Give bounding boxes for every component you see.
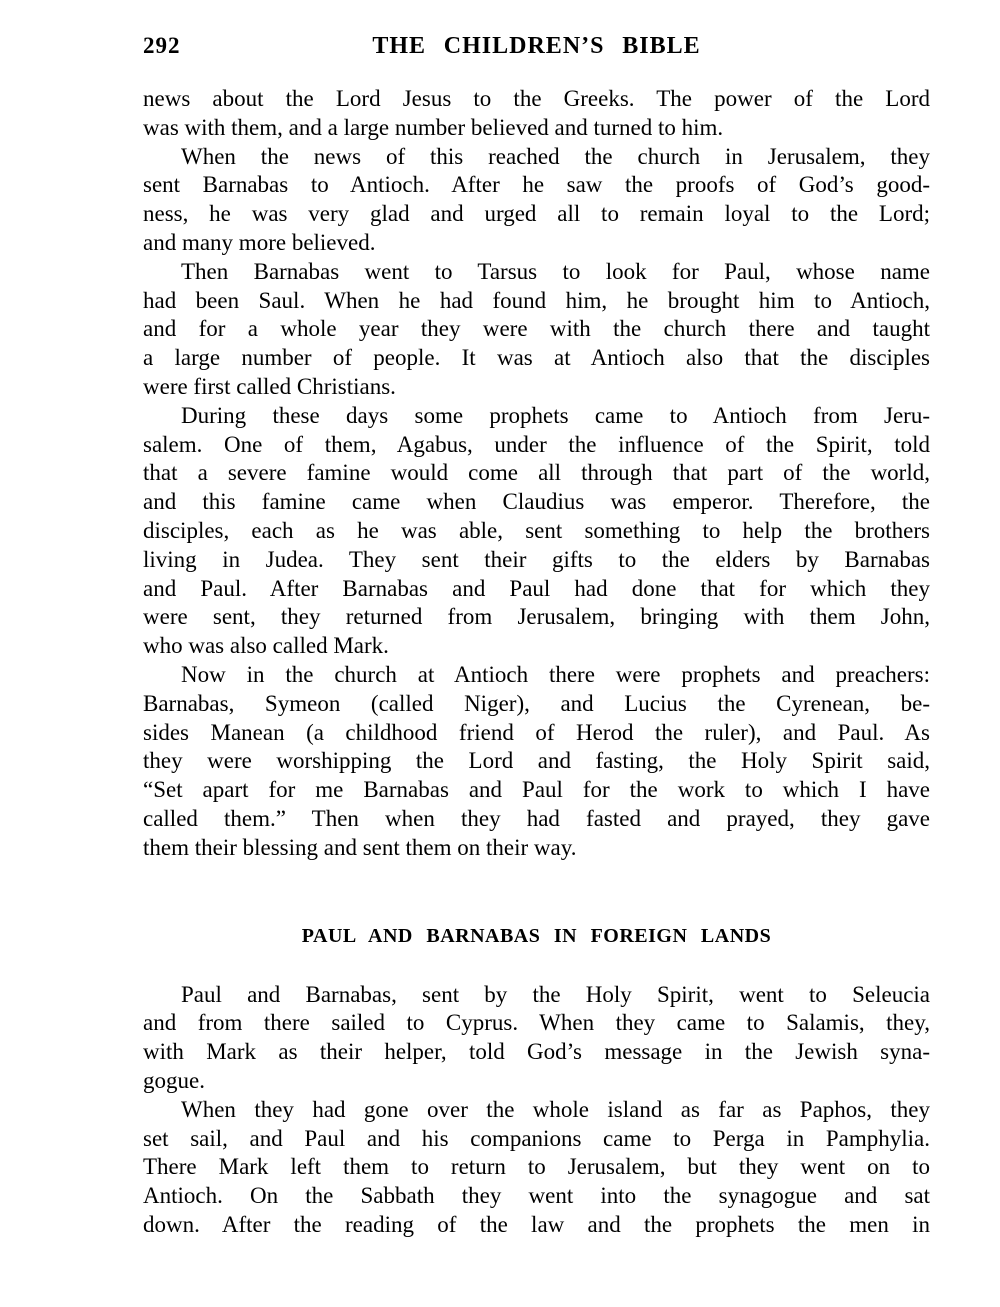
paragraph — [143, 981, 930, 1096]
paragraph — [143, 402, 930, 661]
text-line: who was also called Mark. — [143, 633, 389, 659]
text-line: sides Manean (a childhood friend of Herod the ruler), and Paul. As — [143, 719, 930, 745]
text-line: During these days some prophets came to Antioch from Jeru- — [181, 402, 930, 428]
text-line: that a severe famine would come all through that part of the world, — [143, 460, 930, 486]
text-line: and Paul. After Barnabas and Paul had done that for which they — [143, 575, 930, 601]
text-line: Antioch. On the Sabbath they went into the synagogue and sat — [143, 1183, 930, 1209]
text-line: sent Barnabas to Antioch. After he saw the proofs of God’s good- — [143, 172, 930, 198]
paragraph — [143, 258, 930, 402]
text-line: were first called Christians. — [143, 373, 396, 399]
section-heading: PAUL AND BARNABAS IN FOREIGN LANDS — [301, 924, 772, 947]
text-line: and this famine came when Claudius was emperor. Therefore, the — [143, 489, 930, 515]
text-line: down. After the reading of the law and the prophets the men in — [143, 1211, 930, 1237]
text-line: When they had gone over the whole island as far as Paphos, they — [181, 1096, 930, 1122]
text-line: and many more believed. — [143, 229, 376, 255]
text-line: disciples, each as he was able, sent something to help the brothers — [143, 517, 930, 543]
text-line: called them.” Then when they had fasted and prayed, they gave — [143, 805, 930, 831]
paragraph — [143, 143, 930, 258]
text-line: Now in the church at Antioch there were prophets and preachers: — [181, 661, 930, 687]
text-line: “Set apart for me Barnabas and Paul for the work to which I have — [143, 777, 930, 803]
text-line: them their blessing and sent them on their way. — [143, 834, 577, 860]
page-body — [143, 85, 930, 1240]
text-line: was with them, and a large number believed and turned to him. — [143, 114, 724, 140]
text-line: had been Saul. When he had found him, he brought him to Antioch, — [143, 287, 930, 313]
text-line: a large number of people. It was at Antioch also that the disciples — [143, 345, 930, 371]
text-line: ness, he was very glad and urged all to remain loyal to the Lord; — [143, 201, 930, 227]
text-line: with Mark as their helper, told God’s message in the Jewish syna- — [143, 1039, 930, 1065]
text-line: living in Judea. They sent their gifts to the elders by Barnabas — [143, 546, 930, 572]
page-number: 292 — [143, 33, 181, 58]
paragraph — [143, 1096, 930, 1240]
text-line: Then Barnabas went to Tarsus to look for Paul, whose name — [181, 258, 930, 284]
page-header — [143, 33, 930, 59]
paragraph — [143, 85, 930, 143]
text-line: set sail, and Paul and his companions came to Perga in Pamphylia. — [143, 1125, 930, 1151]
text-line: they were worshipping the Lord and fasting, the Holy Spirit said, — [143, 748, 930, 774]
running-title: THE CHILDREN’S BIBLE — [372, 33, 701, 59]
text-line: and from there sailed to Cyprus. When they came to Salamis, they, — [143, 1010, 930, 1036]
text-line: Paul and Barnabas, sent by the Holy Spirit, went to Seleucia — [181, 981, 930, 1007]
text-line: were sent, they returned from Jerusalem, bringing with them John, — [143, 604, 930, 630]
text-line: When the news of this reached the church in Jerusalem, they — [181, 143, 930, 169]
text-line: news about the Lord Jesus to the Greeks. The power of the Lord — [143, 86, 930, 111]
text-line: and for a whole year they were with the church there and taught — [143, 316, 930, 342]
text-line: salem. One of them, Agabus, under the influence of the Spirit, told — [143, 431, 930, 457]
text-line: There Mark left them to return to Jerusalem, but they went on to — [143, 1154, 930, 1180]
text-line: gogue. — [143, 1067, 205, 1093]
text-line: Barnabas, Symeon (called Niger), and Lucius the Cyrenean, be- — [143, 690, 930, 716]
paragraph — [143, 661, 930, 863]
